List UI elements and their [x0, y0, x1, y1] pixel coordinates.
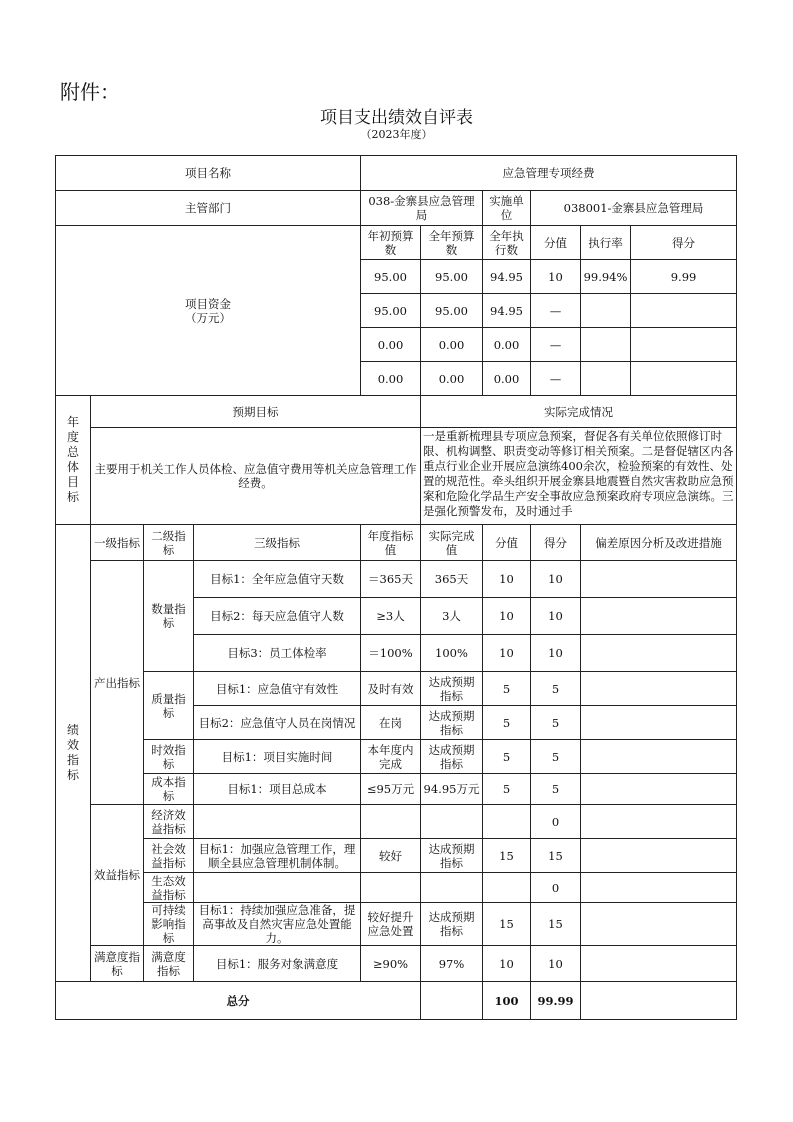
sa1-name: 目标1：服务对象满意度 [194, 946, 361, 982]
ql1-score-value: 5 [483, 672, 531, 706]
e1-name [194, 805, 361, 839]
social-label: 社会效益指标 [144, 839, 194, 873]
funds-carry-score-value: — [531, 328, 581, 362]
e1-actual [421, 805, 483, 839]
ql1-name: 目标1：应急值守有效性 [194, 672, 361, 706]
s1-actual: 达成预期指标 [421, 839, 483, 873]
su1-score-value: 15 [483, 903, 531, 946]
eco1-name [194, 873, 361, 903]
t1-remark [581, 740, 737, 774]
t1-actual: 达成预期指标 [421, 740, 483, 774]
c1-remark [581, 774, 737, 805]
cost-label: 成本指标 [144, 774, 194, 805]
satisfaction-label: 满意度指标 [91, 946, 144, 982]
q2-name: 目标2：每天应急值守人数 [194, 598, 361, 635]
q3-name: 目标3：员工体检率 [194, 635, 361, 672]
total-label: 总分 [56, 982, 421, 1020]
funds-other-score-value: — [531, 362, 581, 396]
funds-fiscal-annual: 95.00 [421, 294, 483, 328]
q1-target: ＝365天 [361, 561, 421, 598]
q3-score: 10 [531, 635, 581, 672]
year-label: （2023年度） [360, 128, 433, 141]
total-score-value: 100 [483, 982, 531, 1020]
page-title: 项目支出绩效自评表 [320, 108, 473, 128]
ql2-score-value: 5 [483, 706, 531, 740]
satisfaction2-label: 满意度指标 [144, 946, 194, 982]
impl-label: 实施单位 [483, 191, 531, 226]
q3-score-value: 10 [483, 635, 531, 672]
c1-actual: 94.95万元 [421, 774, 483, 805]
ql2-target: 在岗 [361, 706, 421, 740]
ql2-score: 5 [531, 706, 581, 740]
funds-other-score [631, 362, 737, 396]
sa1-actual: 97% [421, 946, 483, 982]
s1-remark [581, 839, 737, 873]
project-name-label: 项目名称 [56, 156, 361, 191]
time-label: 时效指标 [144, 740, 194, 774]
su1-score: 15 [531, 903, 581, 946]
overall-label [56, 396, 91, 525]
funds-carry-executed: 0.00 [483, 328, 531, 362]
eco1-score: 0 [531, 873, 581, 903]
e1-remark [581, 805, 737, 839]
ql1-remark [581, 672, 737, 706]
t1-score-value: 5 [483, 740, 531, 774]
q2-remark [581, 598, 737, 635]
funds-fiscal-score-value: — [531, 294, 581, 328]
perf-header-remark: 偏差原因分析及改进措施 [581, 525, 737, 561]
funds-fiscal-initial: 95.00 [361, 294, 421, 328]
q3-remark [581, 635, 737, 672]
q1-score: 10 [531, 561, 581, 598]
funds-total-executed: 94.95 [483, 260, 531, 294]
sa1-score: 10 [531, 946, 581, 982]
funds-carry-annual: 0.00 [421, 328, 483, 362]
ql1-actual: 达成预期指标 [421, 672, 483, 706]
ql2-actual: 达成预期指标 [421, 706, 483, 740]
funds-fiscal-score [631, 294, 737, 328]
q2-actual: 3人 [421, 598, 483, 635]
c1-score: 5 [531, 774, 581, 805]
economic-label: 经济效益指标 [144, 805, 194, 839]
funds-header-rate: 执行率 [581, 226, 631, 260]
ql2-name: 目标2：应急值守人员在岗情况 [194, 706, 361, 740]
impl-value: 038001-金寨县应急管理局 [531, 191, 737, 226]
quantity-label: 数量指标 [144, 561, 194, 672]
funds-total-annual: 95.00 [421, 260, 483, 294]
perf-header-level2: 二级指标 [144, 525, 194, 561]
funds-header-executed: 全年执行数 [483, 226, 531, 260]
funds-header-annual: 全年预算数 [421, 226, 483, 260]
sa1-remark [581, 946, 737, 982]
eco1-score-value [483, 873, 531, 903]
perf-header-actual: 实际完成值 [421, 525, 483, 561]
perf-header-target: 年度指标值 [361, 525, 421, 561]
eco1-remark [581, 873, 737, 903]
dept-value: 038-金寨县应急管理局 [361, 191, 483, 226]
funds-carry-initial: 0.00 [361, 328, 421, 362]
q1-actual: 365天 [421, 561, 483, 598]
funds-carry-score [631, 328, 737, 362]
e1-target [361, 805, 421, 839]
perf-header-score: 得分 [531, 525, 581, 561]
funds-fiscal-executed: 94.95 [483, 294, 531, 328]
q2-score-value: 10 [483, 598, 531, 635]
funds-other-initial: 0.00 [361, 362, 421, 396]
eco1-target [361, 873, 421, 903]
funds-other-annual: 0.00 [421, 362, 483, 396]
sa1-score-value: 10 [483, 946, 531, 982]
su1-name: 目标1：持续加强应急准备，提高事故及自然灾害应急处置能力。 [194, 903, 361, 946]
perf-label-text: 绩效指标 [66, 723, 79, 782]
t1-score: 5 [531, 740, 581, 774]
funds-carry-rate [581, 328, 631, 362]
overall-actual-text[interactable]: 一是重新梳理县专项应急预案，督促各有关单位依照修订时限、机构调整、职责变动等修订相关预案。二是督促辖区内各重点行业企业开展应急演练400余次，检验预案的有效性、处置的规范性。牵头组织开展金寨县地震暨自然灾害救助应急预案和危险化学品生产安全事故应急预案政府专项应急演练。三是强化预警发布，及时通过手 [423, 429, 734, 518]
funds-fiscal-rate [581, 294, 631, 328]
q2-score: 10 [531, 598, 581, 635]
sustain-label: 可持续影响指标 [144, 903, 194, 946]
su1-remark [581, 903, 737, 946]
s1-name: 目标1：加强应急管理工作，理顺全县应急管理机制体制。 [194, 839, 361, 873]
s1-target: 较好 [361, 839, 421, 873]
perf-header-level1: 一级指标 [91, 525, 144, 561]
s1-score-value: 15 [483, 839, 531, 873]
funds-other-executed: 0.00 [483, 362, 531, 396]
perf-header-level3: 三级指标 [194, 525, 361, 561]
q1-remark [581, 561, 737, 598]
project-name-value: 应急管理专项经费 [361, 156, 737, 191]
funds-other-rate [581, 362, 631, 396]
dept-label: 主管部门 [56, 191, 361, 226]
total-remark [581, 982, 737, 1020]
funds-header-initial: 年初预算数 [361, 226, 421, 260]
funds-label: 项目资金 （万元） [56, 226, 361, 396]
overall-actual-header: 实际完成情况 [421, 396, 737, 428]
q1-score-value: 10 [483, 561, 531, 598]
q2-target: ≥3人 [361, 598, 421, 635]
quality-label: 质量指标 [144, 672, 194, 740]
ql1-target: 及时有效 [361, 672, 421, 706]
eco-label: 生态效益指标 [144, 873, 194, 903]
ql2-remark [581, 706, 737, 740]
total-blank [421, 982, 483, 1020]
ql1-score: 5 [531, 672, 581, 706]
perf-label [56, 525, 91, 982]
q3-target: ＝100% [361, 635, 421, 672]
c1-score-value: 5 [483, 774, 531, 805]
e1-score-value [483, 805, 531, 839]
benefit-label: 效益指标 [91, 805, 144, 946]
funds-total-initial: 95.00 [361, 260, 421, 294]
t1-target: 本年度内完成 [361, 740, 421, 774]
overall-label-text: 年度总体目标 [66, 415, 79, 504]
overall-expected-header: 预期目标 [91, 396, 421, 428]
funds-total-score-value: 10 [531, 260, 581, 294]
total-score: 99.99 [531, 982, 581, 1020]
t1-name: 目标1：项目实施时间 [194, 740, 361, 774]
overall-expected-text: 主要用于机关工作人员体检、应急值守费用等机关应急管理工作经费。 [91, 428, 421, 525]
s1-score: 15 [531, 839, 581, 873]
main-grid [55, 155, 737, 1020]
q1-name: 目标1：全年应急值守天数 [194, 561, 361, 598]
e1-score: 0 [531, 805, 581, 839]
overall-actual-cell [421, 428, 737, 525]
output-label: 产出指标 [91, 561, 144, 805]
su1-target: 较好提升应急处置 [361, 903, 421, 946]
eco1-actual [421, 873, 483, 903]
q3-actual: 100% [421, 635, 483, 672]
su1-actual: 达成预期指标 [421, 903, 483, 946]
funds-total-score: 9.99 [631, 260, 737, 294]
c1-target: ≤95万元 [361, 774, 421, 805]
funds-total-rate: 99.94% [581, 260, 631, 294]
sa1-target: ≥90% [361, 946, 421, 982]
attachment-label: 附件： [60, 80, 120, 104]
funds-header-score: 得分 [631, 226, 737, 260]
funds-header-score-value: 分值 [531, 226, 581, 260]
c1-name: 目标1：项目总成本 [194, 774, 361, 805]
perf-header-score-value: 分值 [483, 525, 531, 561]
